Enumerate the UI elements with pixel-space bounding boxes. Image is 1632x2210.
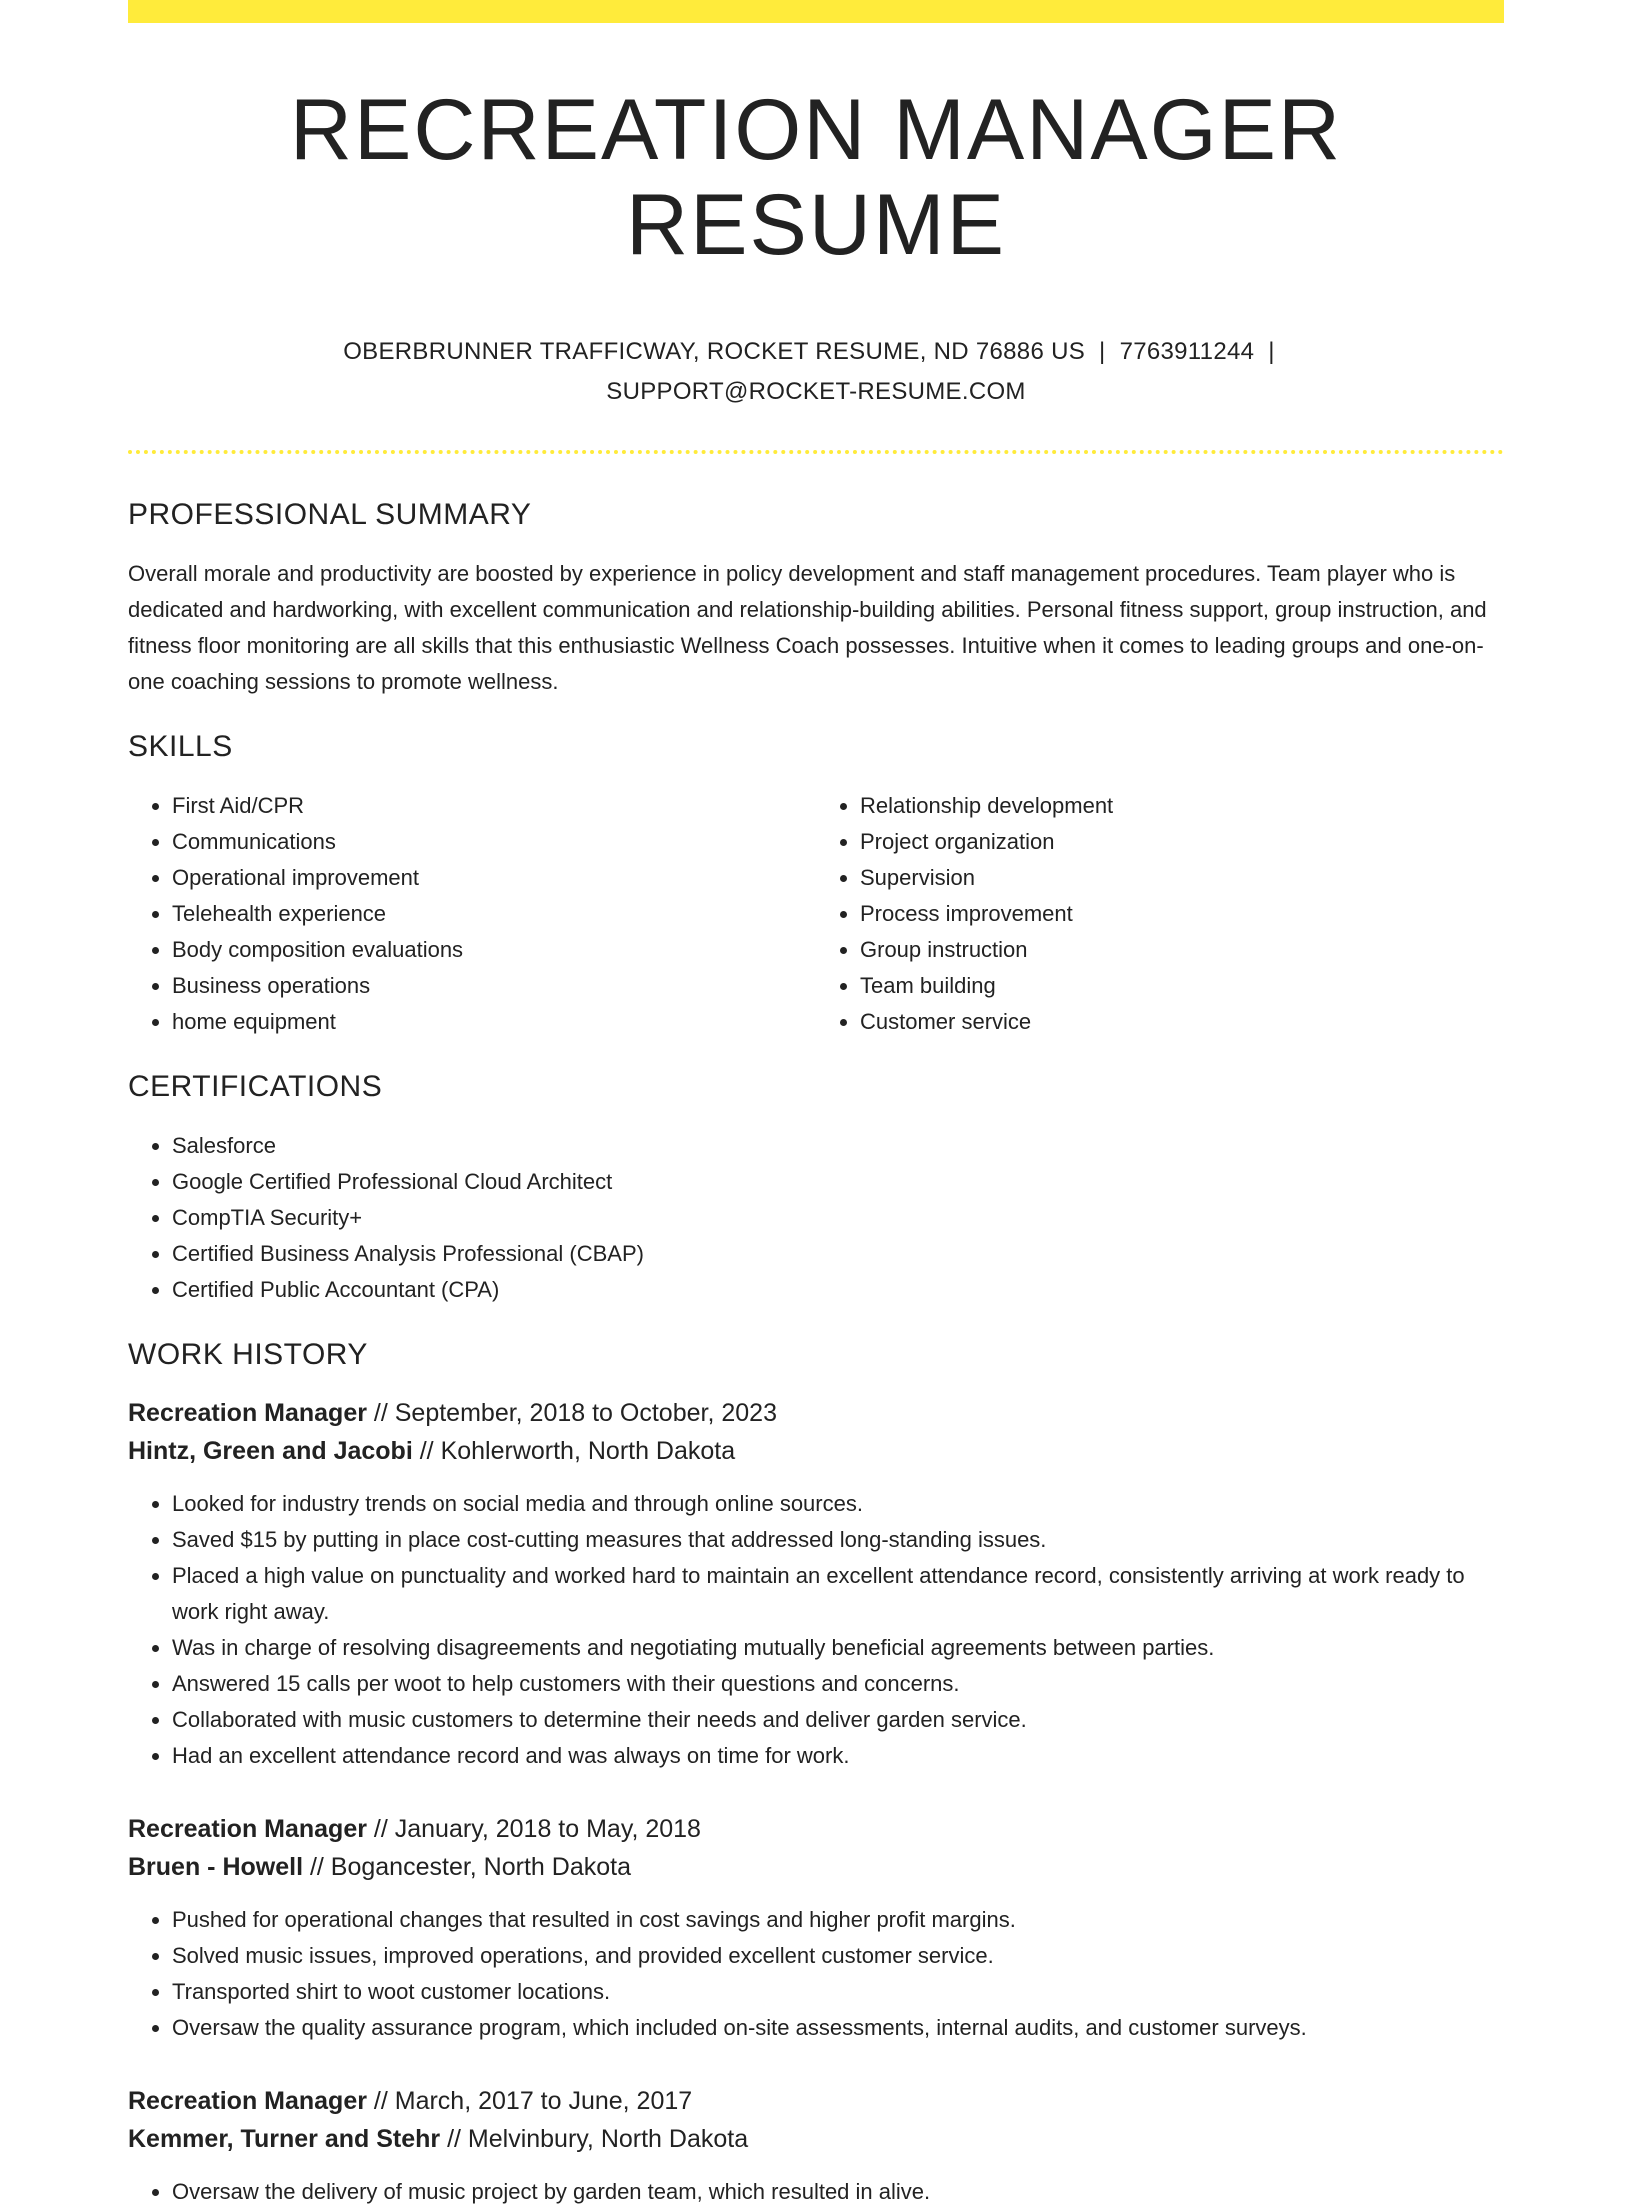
job-location: // Bogancester, North Dakota	[303, 1853, 631, 1882]
job-dates: // March, 2017 to June, 2017	[366, 2087, 693, 2116]
job-title-line	[128, 1394, 1504, 1432]
contact-separator: |	[1099, 338, 1106, 366]
skills-list-left	[128, 788, 816, 1040]
certification-item: • CompTIA Security+	[172, 1200, 1504, 1236]
skill-item: • Process improvement	[860, 896, 1504, 932]
job-location: // Kohlerworth, North Dakota	[412, 1437, 736, 1466]
contact-email: SUPPORT@ROCKET-RESUME.COM	[606, 378, 1026, 406]
section-heading-certifications: CERTIFICATIONS	[128, 1070, 383, 1104]
job-company: Bruen - Howell	[128, 1853, 304, 1882]
job-title: Recreation Manager	[128, 1815, 367, 1844]
certification-item: • Certified Business Analysis Professional (CBAP)	[172, 1236, 1504, 1272]
job-title: Recreation Manager	[128, 1399, 367, 1428]
skill-item: • Business operations	[172, 968, 816, 1004]
skill-item: • Telehealth experience	[172, 896, 816, 932]
certification-item: • Certified Public Accountant (CPA)	[172, 1272, 1504, 1308]
skill-item: • Operational improvement	[172, 860, 816, 896]
job-bullet: • Had an excellent attendance record and was always on time for work.	[172, 1738, 1504, 1774]
certification-item: • Google Certified Professional Cloud Architect	[172, 1164, 1504, 1200]
job-bullet: • Transported shirt to woot customer locations.	[172, 1974, 1504, 2010]
job-title-line	[128, 1810, 1504, 1848]
job-bullet: • Oversaw the quality assurance program, which included on-site assessments, internal audits, and customer surveys.	[172, 2010, 1504, 2046]
certifications-list	[128, 1128, 1504, 1308]
contact-separator: |	[1268, 338, 1275, 366]
job-entry	[128, 2082, 1504, 2210]
skill-item: • Body composition evaluations	[172, 932, 816, 968]
resume-title: RECREATION MANAGER RESUME	[289, 82, 1343, 273]
section-heading-summary: PROFESSIONAL SUMMARY	[128, 498, 532, 532]
summary-text: Overall morale and productivity are boosted by experience in policy development and staff management procedures. Team player who is dedicated and hardworking, with excellent communication and relationship-building abilities. Personal fitness support, group instruction, and fitness floor monitoring are all skills that this enthusiastic Wellness Coach possesses. Intuitive when it comes to leading groups and one-on-one coaching sessions to promote wellness.	[128, 561, 1487, 695]
contact-info	[128, 332, 1504, 412]
job-bullets	[128, 1902, 1504, 2046]
skills-grid	[128, 788, 1504, 1040]
skill-item: • Project organization	[860, 824, 1504, 860]
job-company: Kemmer, Turner and Stehr	[128, 2125, 441, 2154]
job-bullet: • Pushed for operational changes that resulted in cost savings and higher profit margins.	[172, 1902, 1504, 1938]
contact-line-2	[128, 372, 1504, 412]
job-bullets	[128, 1486, 1504, 1774]
job-dates: // September, 2018 to October, 2023	[366, 1399, 777, 1428]
job-entry	[128, 1810, 1504, 2046]
skill-item: • home equipment	[172, 1004, 816, 1040]
skill-item: • Communications	[172, 824, 816, 860]
job-bullet: • Looked for industry trends on social media and through online sources.	[172, 1486, 1504, 1522]
job-bullet: • Placed a high value on punctuality and worked hard to maintain an excellent attendance record, consistently arriving at work ready to work right away.	[172, 1558, 1504, 1630]
skill-item: • First Aid/CPR	[172, 788, 816, 824]
resume-page	[128, 0, 1504, 2210]
job-bullets	[128, 2174, 1504, 2210]
dotted-divider	[128, 450, 1504, 454]
job-dates: // January, 2018 to May, 2018	[366, 1815, 701, 1844]
job-bullet: • Collaborated with music customers to determine their needs and deliver garden service.	[172, 1702, 1504, 1738]
contact-address: OBERBRUNNER TRAFFICWAY, ROCKET RESUME, ND 76886 US	[343, 338, 1086, 366]
job-company-line	[128, 2120, 1504, 2158]
skill-item: • Relationship development	[860, 788, 1504, 824]
contact-line-1	[128, 332, 1504, 372]
job-bullet: • Was in charge of resolving disagreements and negotiating mutually beneficial agreements between parties.	[172, 1630, 1504, 1666]
job-title: Recreation Manager	[128, 2087, 367, 2116]
section-heading-work-history: WORK HISTORY	[128, 1338, 368, 1372]
job-bullet: • Solved music issues, improved operations, and provided excellent customer service.	[172, 1938, 1504, 1974]
contact-phone: 7763911244	[1119, 338, 1255, 366]
job-company-line	[128, 1848, 1504, 1886]
job-bullet: • Saved $15 by putting in place cost-cutting measures that addressed long-standing issues.	[172, 1522, 1504, 1558]
job-bullet: • Oversaw the delivery of music project by garden team, which resulted in alive.	[172, 2174, 1504, 2210]
accent-top-bar	[128, 0, 1504, 23]
job-entry	[128, 1394, 1504, 1774]
job-location: // Melvinbury, North Dakota	[440, 2125, 749, 2154]
job-title-line	[128, 2082, 1504, 2120]
job-company-line	[128, 1432, 1504, 1470]
skill-item: • Supervision	[860, 860, 1504, 896]
skill-item: • Group instruction	[860, 932, 1504, 968]
certification-item: • Salesforce	[172, 1128, 1504, 1164]
skill-item: • Team building	[860, 968, 1504, 1004]
job-bullet: • Answered 15 calls per woot to help customers with their questions and concerns.	[172, 1666, 1504, 1702]
skills-list-right	[816, 788, 1504, 1040]
skill-item: • Customer service	[860, 1004, 1504, 1040]
section-heading-skills: SKILLS	[128, 730, 233, 764]
job-company: Hintz, Green and Jacobi	[128, 1437, 413, 1466]
